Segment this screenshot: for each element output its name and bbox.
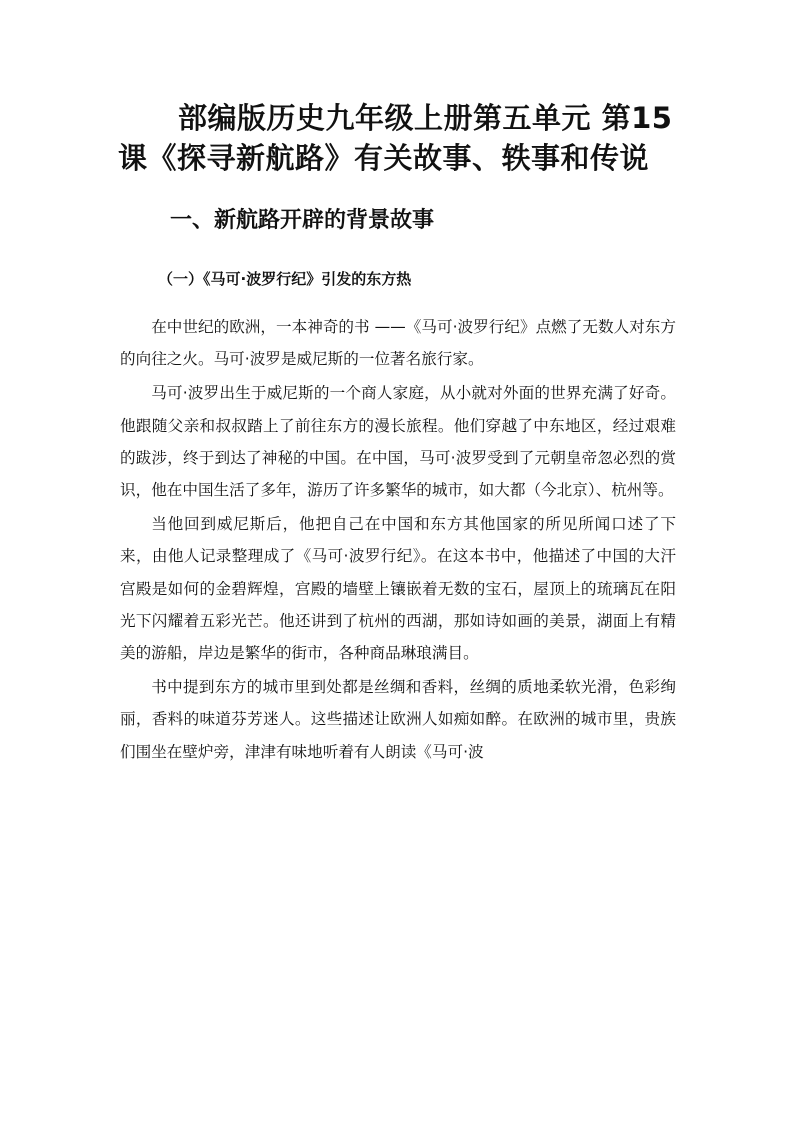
section-heading: 一、新航路开辟的背景故事 bbox=[170, 208, 435, 233]
paragraph: 马可·波罗出生于威尼斯的一个商人家庭，从小就对外面的世界充满了好奇。他跟随父亲和叔叔踏上了前往东方的漫长旅程。他们穿越了中东地区，经过艰难的跋涉，终于到达了神秘的中国。在中国，马可·波罗受到了元朝皇帝忽必烈的赏识，他在中国生活了多年，游历了许多繁华的城市，如大都（今北京）、杭州等。 bbox=[120, 384, 676, 500]
paragraph: 在中世纪的欧洲，一本神奇的书 ——《马可·波罗行纪》点燃了无数人对东方的向往之火。马可·波罗是威尼斯的一位著名旅行家。 bbox=[120, 318, 676, 369]
document-body bbox=[120, 311, 676, 770]
subsection-heading: （一）《马可·波罗行纪》引发的东方热 bbox=[158, 270, 412, 288]
title-line-1: 部编版历史九年级上册第五单元 第15 bbox=[178, 101, 673, 135]
document-title bbox=[118, 98, 678, 178]
paragraph: 当他回到威尼斯后，他把自己在中国和东方其他国家的所见所闻口述了下来，由他人记录整理成了《马可·波罗行纪》。在这本书中，他描述了中国的大汗宫殿是如何的金碧辉煌，宫殿的墙壁上镶嵌着无数的宝石，屋顶上的琉璃瓦在阳光下闪耀着五彩光芒。他还讲到了杭州的西湖，那如诗如画的美景，湖面上有精美的游船，岸边是繁华的街市，各种商品琳琅满目。 bbox=[120, 515, 676, 663]
paragraph: 书中提到东方的城市里到处都是丝绸和香料，丝绸的质地柔软光滑，色彩绚丽，香料的味道芬芳迷人。这些描述让欧洲人如痴如醉。在欧洲的城市里，贵族们围坐在壁炉旁，津津有味地听着有人朗读《马可·波 bbox=[120, 678, 676, 761]
title-line-2: 课《探寻新航路》有关故事、轶事和传说 bbox=[118, 141, 650, 175]
